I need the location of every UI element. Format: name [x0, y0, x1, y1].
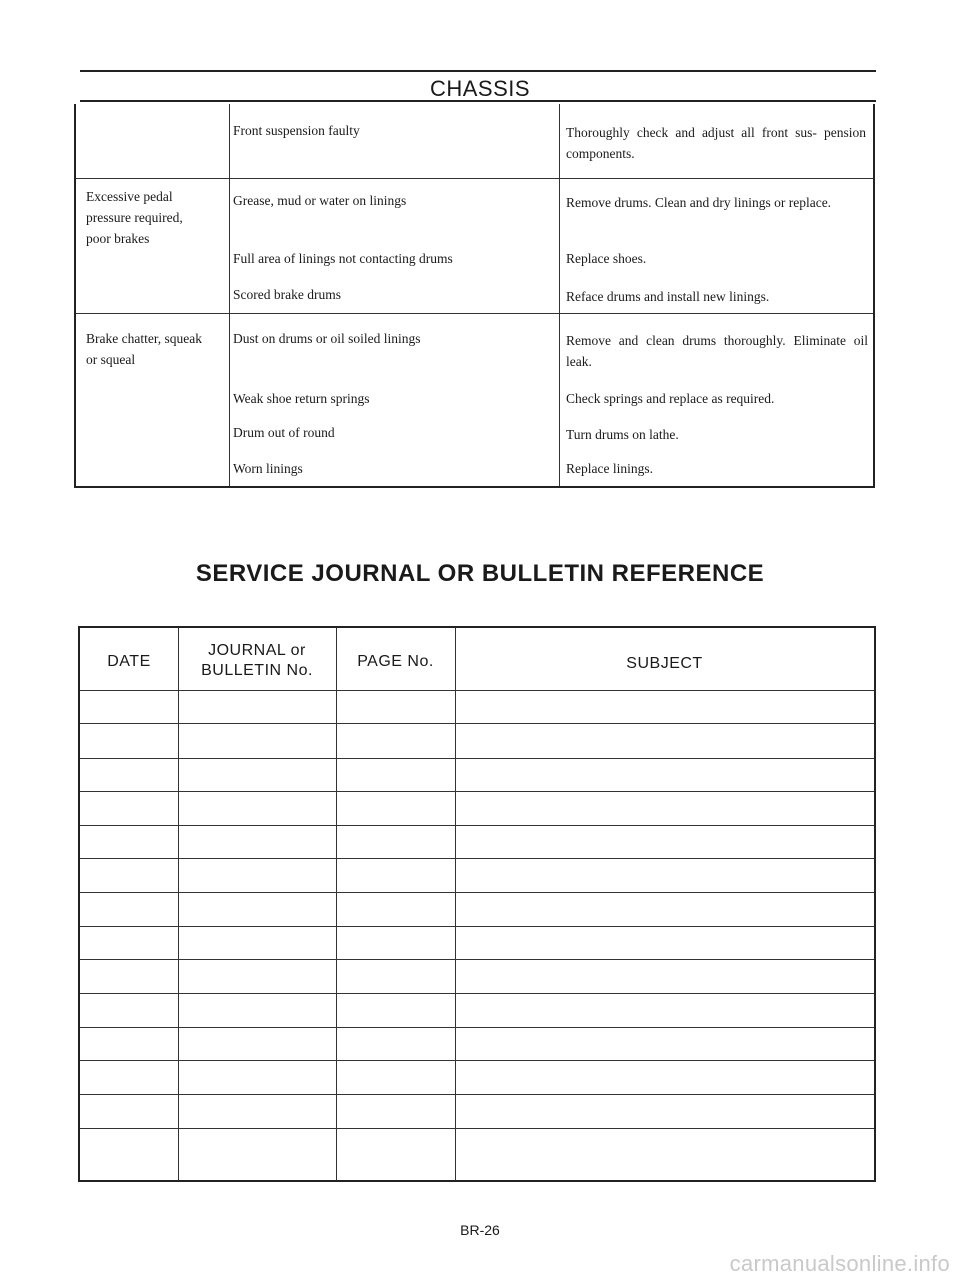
remedy-cell: Turn drums on lathe. — [566, 427, 679, 442]
table-row — [80, 858, 874, 859]
cause-cell: Weak shoe return springs — [233, 391, 370, 406]
watermark: carmanualsonline.info — [729, 1251, 950, 1276]
column-divider — [455, 628, 456, 1180]
table-row — [80, 926, 874, 927]
column-header-journal — [178, 641, 336, 681]
table-row — [80, 892, 874, 893]
row-divider — [76, 313, 873, 314]
table-row — [80, 758, 874, 759]
table-row — [80, 1027, 874, 1028]
trouble-table — [74, 104, 875, 488]
table-row — [80, 825, 874, 826]
table-row — [80, 791, 874, 792]
column-header-date: DATE — [107, 653, 151, 670]
cause-cell: Drum out of round — [233, 425, 335, 440]
remedy-cell: Check springs and replace as required. — [566, 391, 775, 406]
page-title — [0, 76, 960, 102]
cause-cell: Scored brake drums — [233, 287, 341, 302]
cause-cell: Front suspension faulty — [233, 123, 360, 138]
table-row — [80, 690, 874, 691]
remedy-cell: Replace shoes. — [566, 251, 647, 266]
column-header-journal-line2: BULLETIN No. — [201, 662, 313, 679]
remedy-cell: Remove and clean drums thoroughly. Eliminate oil leak. — [566, 333, 868, 369]
column-divider — [178, 628, 179, 1180]
column-header-subject: SUBJECT — [626, 655, 703, 672]
remedy-cell: Remove drums. Clean and dry linings or replace. — [566, 195, 832, 210]
page-title-text: CHASSIS — [420, 76, 540, 102]
row-divider — [76, 178, 873, 179]
journal-title: SERVICE JOURNAL OR BULLETIN REFERENCE — [195, 560, 765, 587]
remedy-cell: Thoroughly check and adjust all front sus- pension components. — [566, 125, 866, 161]
remedy-cell: Replace linings. — [566, 461, 653, 476]
table-row — [80, 723, 874, 724]
header-rule-top — [80, 70, 876, 72]
column-divider — [559, 104, 560, 486]
table-row — [80, 959, 874, 960]
journal-table — [78, 626, 876, 1182]
condition-cell: Excessive pedal pressure required, poor brakes — [86, 189, 183, 246]
column-divider — [229, 104, 230, 486]
table-row — [80, 1094, 874, 1095]
header-rule-bottom — [80, 100, 876, 102]
condition-cell: Brake chatter, squeak or squeal — [86, 331, 203, 367]
remedy-cell: Reface drums and install new linings. — [566, 289, 770, 304]
table-row — [80, 1128, 874, 1129]
column-header-page: PAGE No. — [357, 653, 434, 670]
cause-cell: Worn linings — [233, 461, 303, 476]
page-number: BR-26 — [460, 1222, 500, 1238]
column-header-journal-line1: JOURNAL or — [208, 642, 306, 659]
column-divider — [336, 628, 337, 1180]
table-row — [80, 1060, 874, 1061]
cause-cell: Grease, mud or water on linings — [233, 193, 407, 208]
cause-cell: Dust on drums or oil soiled linings — [233, 331, 421, 346]
cause-cell: Full area of linings not contacting drums — [233, 251, 453, 266]
table-row — [80, 993, 874, 994]
